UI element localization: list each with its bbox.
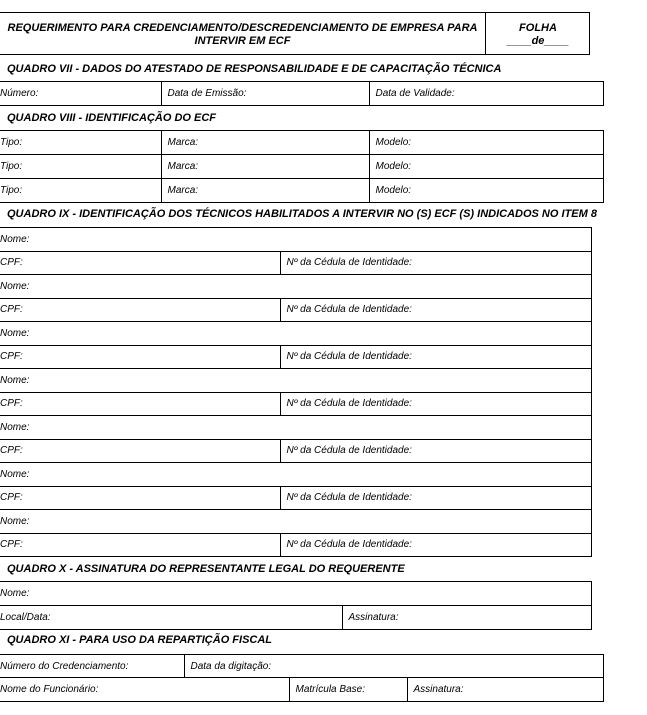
form-title-line1: REQUERIMENTO PARA CREDENCIAMENTO/DESCREDENCIAMENTO DE EMPRESA PARA [7, 22, 478, 34]
tecnico-nome-field[interactable]: Nome: [0, 416, 591, 440]
tecnico-nome-field[interactable]: Nome: [0, 510, 591, 534]
tecnico-nome-field[interactable]: Nome: [0, 322, 591, 346]
nome-funcionario-field[interactable]: Nome do Funcionário: [0, 678, 289, 702]
tipo-field[interactable]: Tipo: [0, 131, 161, 155]
tecnico-cpf-field[interactable]: CPF: [0, 345, 280, 369]
quadro-vii-table [0, 81, 604, 106]
form-header [0, 12, 590, 55]
tecnico-cpf-field[interactable]: CPF: [0, 298, 280, 322]
form-title [0, 22, 485, 48]
marca-field[interactable]: Marca: [161, 155, 369, 179]
tecnico-cpf-field[interactable]: CPF: [0, 486, 280, 510]
tecnico-doc-row [0, 533, 591, 557]
tecnico-nome-row [0, 510, 591, 534]
marca-field[interactable]: Marca: [161, 179, 369, 203]
quadro-x-title: QUADRO X - ASSINATURA DO REPRESENTANTE LEGAL DO REQUERENTE [7, 563, 405, 575]
tecnico-doc-row [0, 345, 591, 369]
tecnico-cedula-field[interactable]: Nº da Cédula de Identidade: [280, 439, 591, 463]
tecnico-doc-row [0, 439, 591, 463]
tecnico-nome-row [0, 322, 591, 346]
tecnico-nome-field[interactable]: Nome: [0, 275, 591, 299]
matricula-base-field[interactable]: Matrícula Base: [289, 678, 407, 702]
quadro-xi-title: QUADRO XI - PARA USO DA REPARTIÇÃO FISCAL [7, 634, 273, 646]
tecnico-nome-field[interactable]: Nome: [0, 228, 591, 252]
data-emissao-field[interactable]: Data de Emissão: [161, 82, 369, 106]
numero-field[interactable]: Número: [0, 82, 161, 106]
tecnico-cedula-field[interactable]: Nº da Cédula de Identidade: [280, 533, 591, 557]
form-title-line2: INTERVIR EM ECF [194, 35, 291, 47]
folha-pages: ____de____ [507, 35, 569, 47]
modelo-field[interactable]: Modelo: [369, 131, 603, 155]
tecnico-cedula-field[interactable]: Nº da Cédula de Identidade: [280, 251, 591, 275]
data-validade-field[interactable]: Data de Validade: [369, 82, 603, 106]
tecnico-doc-row [0, 392, 591, 416]
tipo-field[interactable]: Tipo: [0, 155, 161, 179]
quadro-viii-table [0, 130, 604, 203]
ecf-row [0, 179, 603, 203]
representante-assinatura-field[interactable]: Assinatura: [342, 606, 591, 630]
tecnico-doc-row [0, 251, 591, 275]
folha-label: FOLHA [519, 22, 557, 34]
tecnico-cedula-field[interactable]: Nº da Cédula de Identidade: [280, 486, 591, 510]
tipo-field[interactable]: Tipo: [0, 179, 161, 203]
quadro-x-table [0, 581, 592, 630]
tecnico-doc-row [0, 298, 591, 322]
quadro-xi-table-1 [0, 654, 604, 678]
tecnico-cedula-field[interactable]: Nº da Cédula de Identidade: [280, 392, 591, 416]
tecnico-nome-row [0, 275, 591, 299]
quadro-ix-title: QUADRO IX - IDENTIFICAÇÃO DOS TÉCNICOS HABILITADOS A INTERVIR NO (S) ECF (S) INDICADOS NO ITEM 8 [7, 208, 597, 220]
funcionario-assinatura-field[interactable]: Assinatura: [407, 678, 603, 702]
numero-credenciamento-field[interactable]: Número do Credenciamento: [0, 655, 184, 678]
quadro-vii-title: QUADRO VII - DADOS DO ATESTADO DE RESPONSABILIDADE E DE CAPACITAÇÃO TÉCNICA [7, 63, 502, 75]
tecnico-doc-row [0, 486, 591, 510]
tecnico-nome-row [0, 463, 591, 487]
tecnico-nome-row [0, 369, 591, 393]
quadro-ix-table [0, 227, 592, 557]
tecnico-cedula-field[interactable]: Nº da Cédula de Identidade: [280, 298, 591, 322]
tecnico-cedula-field[interactable]: Nº da Cédula de Identidade: [280, 345, 591, 369]
tecnico-cpf-field[interactable]: CPF: [0, 392, 280, 416]
ecf-row [0, 155, 603, 179]
modelo-field[interactable]: Modelo: [369, 179, 603, 203]
local-data-field[interactable]: Local/Data: [0, 606, 342, 630]
tecnico-cpf-field[interactable]: CPF: [0, 251, 280, 275]
quadro-xi-table-2 [0, 677, 604, 702]
folha-box [486, 22, 590, 48]
tecnico-nome-field[interactable]: Nome: [0, 463, 591, 487]
tecnico-nome-row [0, 416, 591, 440]
data-digitacao-field[interactable]: Data da digitação: [184, 655, 603, 678]
representante-nome-field[interactable]: Nome: [0, 582, 591, 606]
quadro-viii-title: QUADRO VIII - IDENTIFICAÇÃO DO ECF [7, 112, 216, 124]
tecnico-cpf-field[interactable]: CPF: [0, 439, 280, 463]
modelo-field[interactable]: Modelo: [369, 155, 603, 179]
marca-field[interactable]: Marca: [161, 131, 369, 155]
tecnico-nome-row [0, 228, 591, 252]
tecnico-cpf-field[interactable]: CPF: [0, 533, 280, 557]
tecnico-nome-field[interactable]: Nome: [0, 369, 591, 393]
ecf-row [0, 131, 603, 155]
